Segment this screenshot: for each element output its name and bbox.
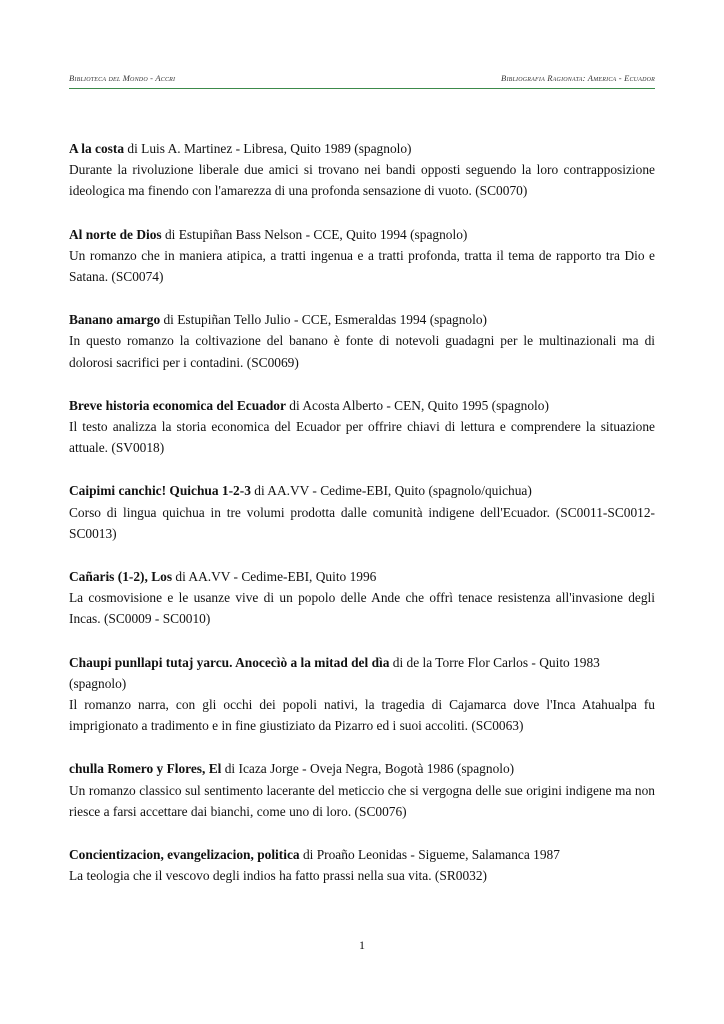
bibliography-entry [69,566,655,630]
entry-meta: di AA.VV - Cedime-EBI, Quito 1996 [172,569,377,585]
bibliography-entry [69,652,655,737]
entry-description: Il romanzo narra, con gli occhi dei popoli nativi, la tragedia di Cajamarca dove l'Inca Atahualpa fu imprigionato a tradimento e in fine giustiziato da Pizarro ed i suoi accoliti. (SC0063) [69,697,655,734]
entry-title: Cañaris (1-2), Los [69,569,173,585]
entry-title: chulla Romero y Flores, El [69,761,222,777]
header-left: Biblioteca del Mondo - Accri [69,73,176,83]
entry-meta: di de la Torre Flor Carlos - Quito 1983 (spagnolo) [69,654,600,691]
entry-title: Concientizacion, evangelizacion, politica [69,847,300,863]
entry-description: Un romanzo classico sul sentimento lacerante del meticcio che si vergogna delle sue origini indigene ma non riesce a farsi accettare dai bianchi, come uno di loro. (SC0076) [69,782,655,819]
bibliography-entry [69,395,655,459]
entry-meta: di Estupiñan Tello Julio - CCE, Esmeraldas 1994 (spagnolo) [160,312,487,328]
entry-description: La teologia che il vescovo degli indios ha fatto prassi nella sua vita. (SR0032) [69,868,487,884]
entry-description: Durante la rivoluzione liberale due amici si trovano nei bandi opposti seguendo la loro contrapposizione ideologica ma finendo con l'amarezza di una profonda sensazione di vuoto. (SC0070) [69,162,655,199]
bibliography-list [69,138,655,908]
entry-description: In questo romanzo la coltivazione del banano è fonte di notevoli guadagni per le multinazionali ma di dolorosi sacrifici per i contadini. (SC0069) [69,333,655,370]
entry-meta: di Proaño Leonidas - Sigueme, Salamanca 1987 [299,847,560,863]
entry-meta: di Estupiñan Bass Nelson - CCE, Quito 1994 (spagnolo) [161,226,468,242]
entry-description: Corso di lingua quichua in tre volumi prodotta dalle comunità indigene dell'Ecuador. (SC0011-SC0012-SC0013) [69,504,655,541]
bibliography-entry [69,224,655,288]
entry-meta: di Icaza Jorge - Oveja Negra, Bogotà 1986 (spagnolo) [221,761,515,777]
bibliography-entry [69,480,655,544]
bibliography-entry [69,138,655,202]
entry-description: La cosmovisione e le usanze vive di un popolo delle Ande che offrì tenace resistenza all'invasione degli Incas. (SC0009 - SC0010) [69,590,655,627]
entry-title: Caipimi canchic! Quichua 1-2-3 [69,483,251,499]
entry-meta: di AA.VV - Cedime-EBI, Quito (spagnolo/quichua) [250,483,532,499]
bibliography-entry [69,309,655,373]
page-number: 1 [359,938,365,952]
bibliography-entry [69,758,655,822]
header-right: Bibliografia Ragionata: America - Ecuador [501,73,655,83]
entry-title: Al norte de Dios [69,226,162,242]
entry-description: Il testo analizza la storia economica del Ecuador per offrire chiavi di lettura e comprendere la situazione attuale. (SV0018) [69,419,655,456]
entry-meta: di Luis A. Martinez - Libresa, Quito 1989 (spagnolo) [124,141,412,156]
running-header [69,70,655,89]
entry-title: A la costa [69,141,125,156]
entry-meta: di Acosta Alberto - CEN, Quito 1995 (spagnolo) [285,397,549,413]
bibliography-entry [69,844,655,886]
entry-title: Breve historia economica del Ecuador [69,397,286,413]
entry-title: Banano amargo [69,312,161,328]
entry-title: Chaupi punllapi tutaj yarcu. Anocecìò a la mitad del dìa [69,654,390,670]
entry-description: Un romanzo che in maniera atipica, a tratti ingenua e a tratti profonda, tratta il tema de rapporto tra Dio e Satana. (SC0074) [69,247,655,285]
